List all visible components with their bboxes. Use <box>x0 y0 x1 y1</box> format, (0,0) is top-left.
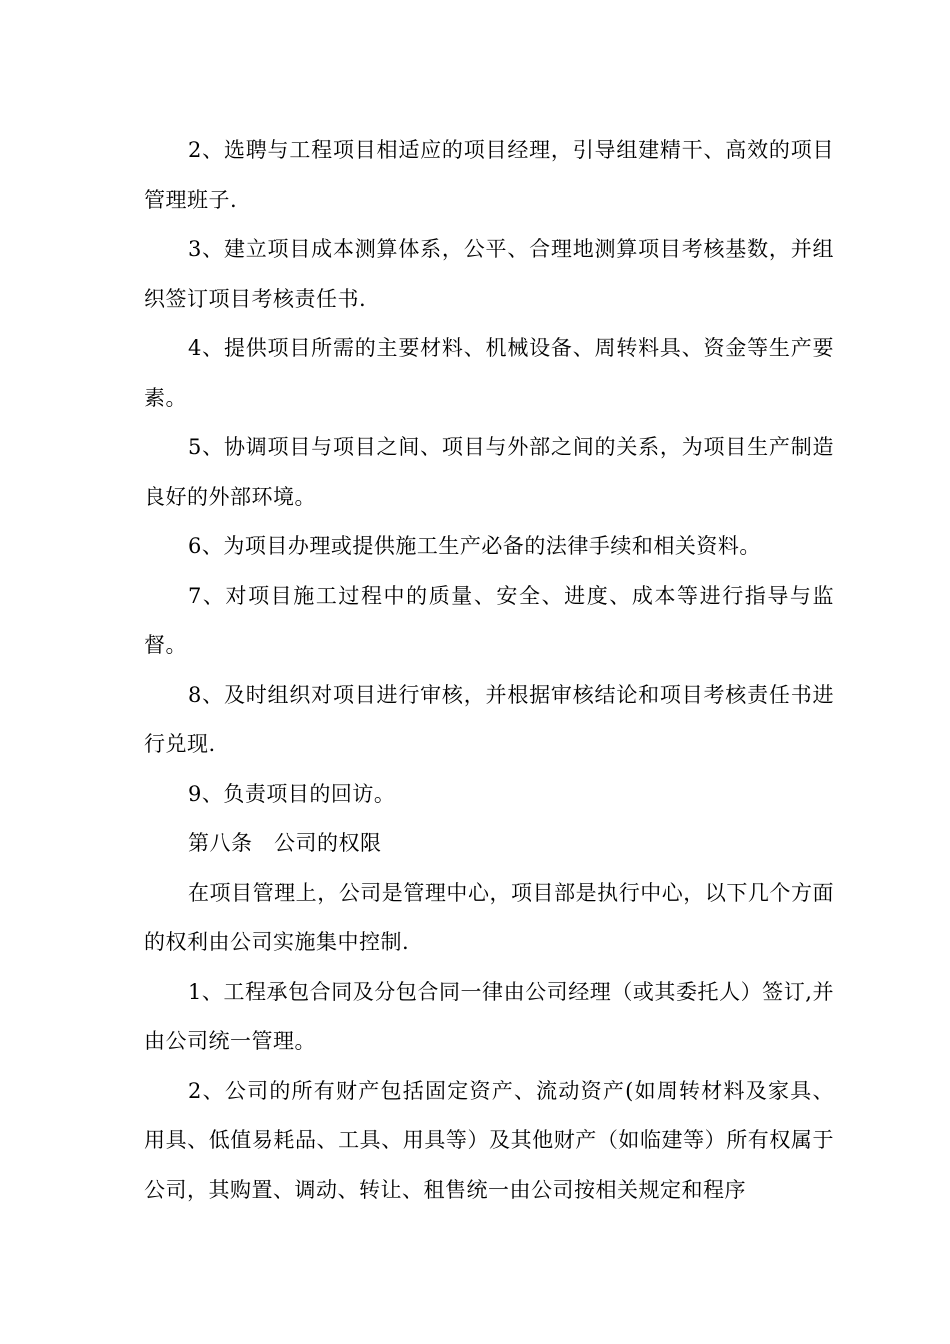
paragraph-duty-9: 9、负责项目的回访。 <box>188 781 396 806</box>
paragraph-authority-2: 2、公司的所有财产包括固定资产、流动资产(如周转材料及家具、用具、低值易耗品、工具、用具等）及其他财产（如临建等）所有权属于公司，其购置、调动、转让、租售统一由公司按相关规定和程序 <box>144 1078 834 1202</box>
paragraph-duty-4: 4、提供项目所需的主要材料、机械设备、周转料具、资金等生产要素。 <box>144 336 834 410</box>
paragraph-duty-7: 7、对项目施工过程中的质量、安全、进度、成本等进行指导与监督。 <box>144 583 834 657</box>
paragraph-duty-8: 8、及时组织对项目进行审核，并根据审核结论和项目考核责任书进行兑现. <box>144 682 834 756</box>
paragraph-duty-6: 6、为项目办理或提供施工生产必备的法律手续和相关资料。 <box>188 534 761 558</box>
paragraph-authority-intro: 在项目管理上，公司是管理中心，项目部是执行中心，以下几个方面的权利由公司实施集中控制. <box>144 880 834 954</box>
paragraph-duty-3: 3、建立项目成本测算体系，公平、合理地测算项目考核基数，并组织签订项目考核责任书. <box>144 237 834 311</box>
paragraph-duty-5: 5、协调项目与项目之间、项目与外部之间的关系，为项目生产制造良好的外部环境。 <box>144 435 834 509</box>
document-body <box>144 126 834 1215</box>
article-heading: 第八条 公司的权限 <box>188 831 382 855</box>
paragraph-duty-2: 2、选聘与工程项目相适应的项目经理，引导组建精干、高效的项目管理班子. <box>144 138 834 212</box>
paragraph-authority-1: 1、工程承包合同及分包合同一律由公司经理（或其委托人）签订,并由公司统一管理。 <box>144 979 834 1053</box>
